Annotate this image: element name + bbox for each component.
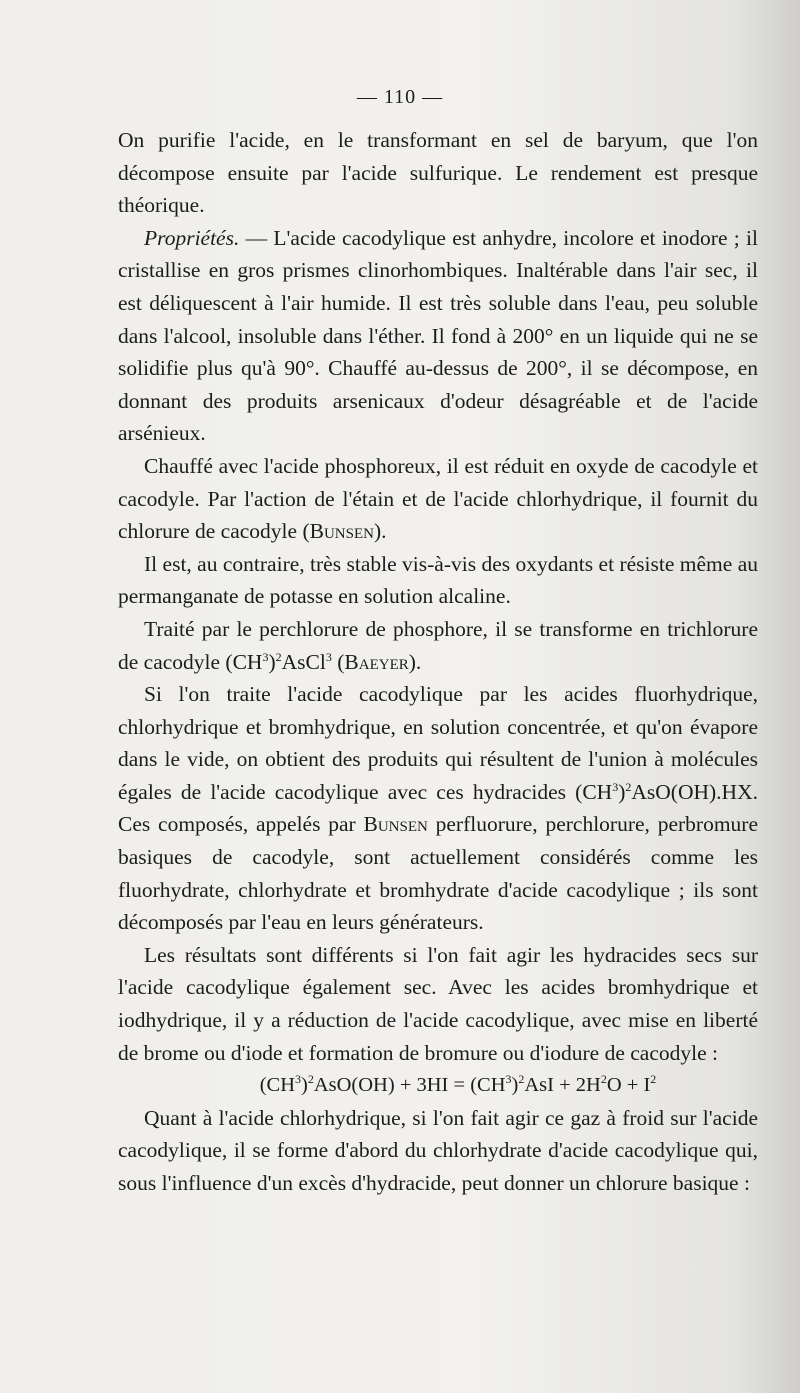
eq-part: (CH [259,1074,296,1097]
hydracids-text: Si l'on traite l'acide cacodylique par les acides fluorhydrique, chlorhydrique et bromhydrique, en solution concentrée, et qu'on évapore dans le vide, on obtient des produits qui résultent de l'union à molécules égales de l'acide cacodylique avec ces hydracides (CH [118,682,758,804]
formula-fragment: ) [268,649,276,674]
perchlorure-text-end: ). [408,649,422,674]
paragraph-hydracids [118,678,758,939]
chemical-equation [118,1069,758,1102]
superscript: 3 [295,1072,302,1087]
formula-fragment: ( [331,649,345,674]
paragraph-stability: Il est, au contraire, très stable vis-à-vis des oxydants et résiste même au permanganate de potasse en solution alcaline. [118,551,758,609]
properties-text: — L'acide cacodylique est anhydre, incolore et inodore ; il cristallise en gros prismes clinorhombiques. Inaltérable dans l'air sec, il est déliquescent à l'air humide. Il est très soluble dans l'eau, peu soluble dans l'alcool, insoluble dans l'éther. Il fond à 200° en un liquide qui ne se solidifie plus qu'à 90°. Chauffé au-dessus de 200°, il se décompose, en donnant des produits arsenicaux d'odeur désagréable et de l'acide arsénieux. [118,225,758,446]
author-bunsen: Bunsen [363,812,428,837]
formula-fragment: ) [618,779,626,804]
superscript: 3 [262,649,269,664]
superscript: 2 [275,649,282,664]
hydracids-text-end: perfluorure, perchlorure, perbromure basiques de cacodyle, sont actuellement considérés comme les fluorhydrate, chlorhydrate et bromhydrate d'acide cacodylique ; ils sont décomposés par l'eau en leurs générateurs. [118,812,758,935]
superscript: 2 [600,1072,607,1087]
hydracids-text-mid: AsO(OH).HX. Ces composés, appelés par [118,779,758,837]
eq-part: O + I [606,1074,651,1097]
eq-part: ) [511,1074,519,1097]
paragraph-reduction [118,450,758,548]
eq-part: ) [301,1074,308,1097]
formula-fragment: AsCl [281,649,326,674]
paragraph-chlorhydric: Quant à l'acide chlorhydrique, si l'on fait agir ce gaz à froid sur l'acide cacodylique, il se forme d'abord du chlorhydrate d'acide cacodylique qui, sous l'influence d'un excès d'hydracide, peut donner un chlorure basique : [118,1105,758,1195]
paragraph-dry-hydracids: Les résultats sont différents si l'on fait agir les hydracides secs sur l'acide cacodylique également sec. Avec les acides bromhydrique et iodhydrique, il y a réduction de l'acide cacodylique, avec mise en liberté de brome ou d'iode et formation de bromure ou d'iodure de cacodyle : [118,942,758,1065]
eq-part: AsO(OH) + 3HI = (CH [313,1074,506,1097]
reduction-text: Chauffé avec l'acide phosphoreux, il est réduit en oxyde de cacodyle et cacodyle. Par l'action de l'étain et de l'acide chlorhydrique, il fournit du chlorure de cacodyle ( [118,453,758,544]
superscript: 2 [650,1072,657,1087]
section-heading-proprietes: Propriétés. [144,225,240,250]
superscript: 2 [307,1072,314,1087]
superscript: 3 [505,1072,512,1087]
paragraph-purification: On purifie l'acide, en le transformant en sel de baryum, que l'on décompose ensuite par l'acide sulfurique. Le rendement est presque théorique. [118,128,758,218]
page-number: — 110 — [356,86,444,108]
author-bunsen: Bunsen [309,519,374,544]
reduction-text-end: ). [373,519,387,544]
paragraph-properties [118,222,758,450]
superscript: 2 [625,779,632,794]
superscript: 3 [612,779,619,794]
eq-part: AsI + 2H [524,1074,601,1097]
author-baeyer: Baeyer [344,649,409,674]
superscript: 2 [518,1072,525,1087]
perchlorure-text: Traité par le perchlorure de phosphore, il se transforme en trichlorure de cacodyle (CH [118,616,758,674]
paragraph-perchlorure [118,613,758,678]
body-text [118,124,758,1200]
superscript: 3 [325,649,332,664]
